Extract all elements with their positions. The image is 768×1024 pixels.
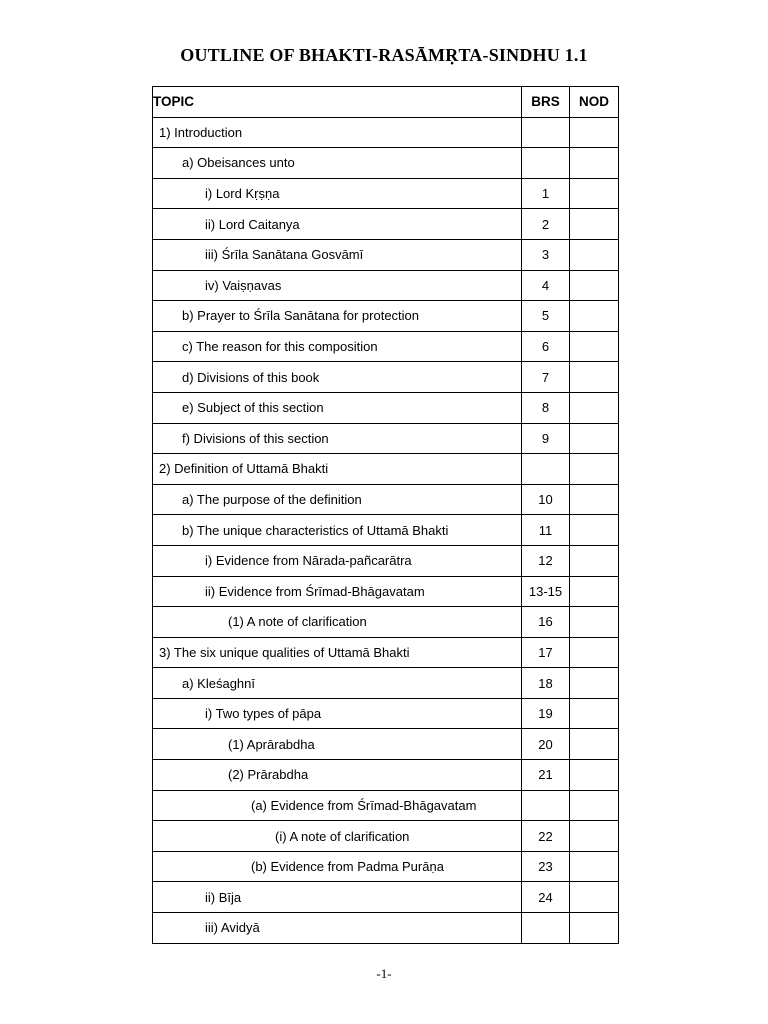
topic-cell: iv) Vaiṣṇavas xyxy=(153,270,522,301)
table-row xyxy=(153,882,619,913)
table-row xyxy=(153,851,619,882)
table-row xyxy=(153,423,619,454)
table-row xyxy=(153,607,619,638)
topic-cell: 2) Definition of Uttamā Bhakti xyxy=(153,454,522,485)
page-title: OUTLINE OF BHAKTI-RASĀMṚTA-SINDHU 1.1 xyxy=(180,45,588,65)
brs-cell xyxy=(522,790,570,821)
brs-cell: 12 xyxy=(522,545,570,576)
table-row xyxy=(153,484,619,515)
brs-cell: 18 xyxy=(522,668,570,699)
table-row xyxy=(153,729,619,760)
nod-cell xyxy=(570,668,619,699)
topic-cell: c) The reason for this composition xyxy=(153,331,522,362)
table-row xyxy=(153,148,619,179)
table-row xyxy=(153,790,619,821)
nod-cell xyxy=(570,729,619,760)
topic-cell: 1) Introduction xyxy=(153,117,522,148)
column-header-topic: TOPIC xyxy=(153,87,522,118)
brs-cell: 1 xyxy=(522,178,570,209)
table-row xyxy=(153,545,619,576)
brs-cell xyxy=(522,148,570,179)
brs-cell: 7 xyxy=(522,362,570,393)
brs-cell: 23 xyxy=(522,851,570,882)
table-row xyxy=(153,239,619,270)
brs-cell: 4 xyxy=(522,270,570,301)
table-row xyxy=(153,362,619,393)
topic-cell: f) Divisions of this section xyxy=(153,423,522,454)
table-row xyxy=(153,331,619,362)
table-row xyxy=(153,209,619,240)
table-row xyxy=(153,392,619,423)
nod-cell xyxy=(570,454,619,485)
topic-cell: iii) Avidyā xyxy=(153,913,522,944)
table-row xyxy=(153,821,619,852)
topic-cell: e) Subject of this section xyxy=(153,392,522,423)
column-header-nod: NOD xyxy=(570,87,619,118)
table-row xyxy=(153,454,619,485)
table-row xyxy=(153,515,619,546)
nod-cell xyxy=(570,301,619,332)
topic-cell: a) Kleśaghnī xyxy=(153,668,522,699)
brs-cell: 8 xyxy=(522,392,570,423)
outline-table xyxy=(152,86,619,944)
topic-cell: (a) Evidence from Śrīmad-Bhāgavatam xyxy=(153,790,522,821)
table-row xyxy=(153,301,619,332)
brs-cell: 20 xyxy=(522,729,570,760)
table-row xyxy=(153,668,619,699)
topic-cell: i) Two types of pāpa xyxy=(153,698,522,729)
topic-cell: a) The purpose of the definition xyxy=(153,484,522,515)
nod-cell xyxy=(570,331,619,362)
column-header-brs: BRS xyxy=(522,87,570,118)
topic-cell: i) Lord Kṛṣṇa xyxy=(153,178,522,209)
nod-cell xyxy=(570,270,619,301)
topic-cell: b) The unique characteristics of Uttamā Bhakti xyxy=(153,515,522,546)
brs-cell: 6 xyxy=(522,331,570,362)
nod-cell xyxy=(570,239,619,270)
nod-cell xyxy=(570,698,619,729)
nod-cell xyxy=(570,882,619,913)
nod-cell xyxy=(570,484,619,515)
topic-cell: iii) Śrīla Sanātana Gosvāmī xyxy=(153,239,522,270)
brs-cell: 13-15 xyxy=(522,576,570,607)
topic-cell: ii) Bīja xyxy=(153,882,522,913)
nod-cell xyxy=(570,148,619,179)
table-row xyxy=(153,760,619,791)
topic-cell: (1) A note of clarification xyxy=(153,607,522,638)
nod-cell xyxy=(570,821,619,852)
nod-cell xyxy=(570,637,619,668)
brs-cell: 11 xyxy=(522,515,570,546)
topic-cell: b) Prayer to Śrīla Sanātana for protection xyxy=(153,301,522,332)
brs-cell xyxy=(522,117,570,148)
brs-cell: 5 xyxy=(522,301,570,332)
topic-cell: (2) Prārabdha xyxy=(153,760,522,791)
nod-cell xyxy=(570,576,619,607)
topic-cell: (1) Aprārabdha xyxy=(153,729,522,760)
nod-cell xyxy=(570,851,619,882)
table-row xyxy=(153,637,619,668)
table-row xyxy=(153,270,619,301)
table-row xyxy=(153,576,619,607)
nod-cell xyxy=(570,209,619,240)
brs-cell: 9 xyxy=(522,423,570,454)
page-number: -1- xyxy=(376,966,392,981)
brs-cell: 3 xyxy=(522,239,570,270)
outline-table-body xyxy=(153,117,619,943)
brs-cell: 10 xyxy=(522,484,570,515)
brs-cell: 2 xyxy=(522,209,570,240)
nod-cell xyxy=(570,607,619,638)
nod-cell xyxy=(570,515,619,546)
nod-cell xyxy=(570,423,619,454)
topic-cell: i) Evidence from Nārada-pañcarātra xyxy=(153,545,522,576)
brs-cell: 21 xyxy=(522,760,570,791)
brs-cell: 24 xyxy=(522,882,570,913)
brs-cell xyxy=(522,913,570,944)
topic-cell: ii) Evidence from Śrīmad-Bhāgavatam xyxy=(153,576,522,607)
topic-cell: 3) The six unique qualities of Uttamā Bhakti xyxy=(153,637,522,668)
nod-cell xyxy=(570,913,619,944)
nod-cell xyxy=(570,362,619,393)
nod-cell xyxy=(570,790,619,821)
brs-cell: 22 xyxy=(522,821,570,852)
brs-cell: 19 xyxy=(522,698,570,729)
topic-cell: d) Divisions of this book xyxy=(153,362,522,393)
table-row xyxy=(153,698,619,729)
nod-cell xyxy=(570,392,619,423)
nod-cell xyxy=(570,760,619,791)
topic-cell: (b) Evidence from Padma Purāṇa xyxy=(153,851,522,882)
brs-cell: 17 xyxy=(522,637,570,668)
table-row xyxy=(153,178,619,209)
table-row xyxy=(153,117,619,148)
brs-cell: 16 xyxy=(522,607,570,638)
topic-cell: a) Obeisances unto xyxy=(153,148,522,179)
table-row xyxy=(153,913,619,944)
nod-cell xyxy=(570,117,619,148)
nod-cell xyxy=(570,545,619,576)
topic-cell: ii) Lord Caitanya xyxy=(153,209,522,240)
brs-cell xyxy=(522,454,570,485)
table-header-row xyxy=(153,87,619,118)
topic-cell: (i) A note of clarification xyxy=(153,821,522,852)
nod-cell xyxy=(570,178,619,209)
